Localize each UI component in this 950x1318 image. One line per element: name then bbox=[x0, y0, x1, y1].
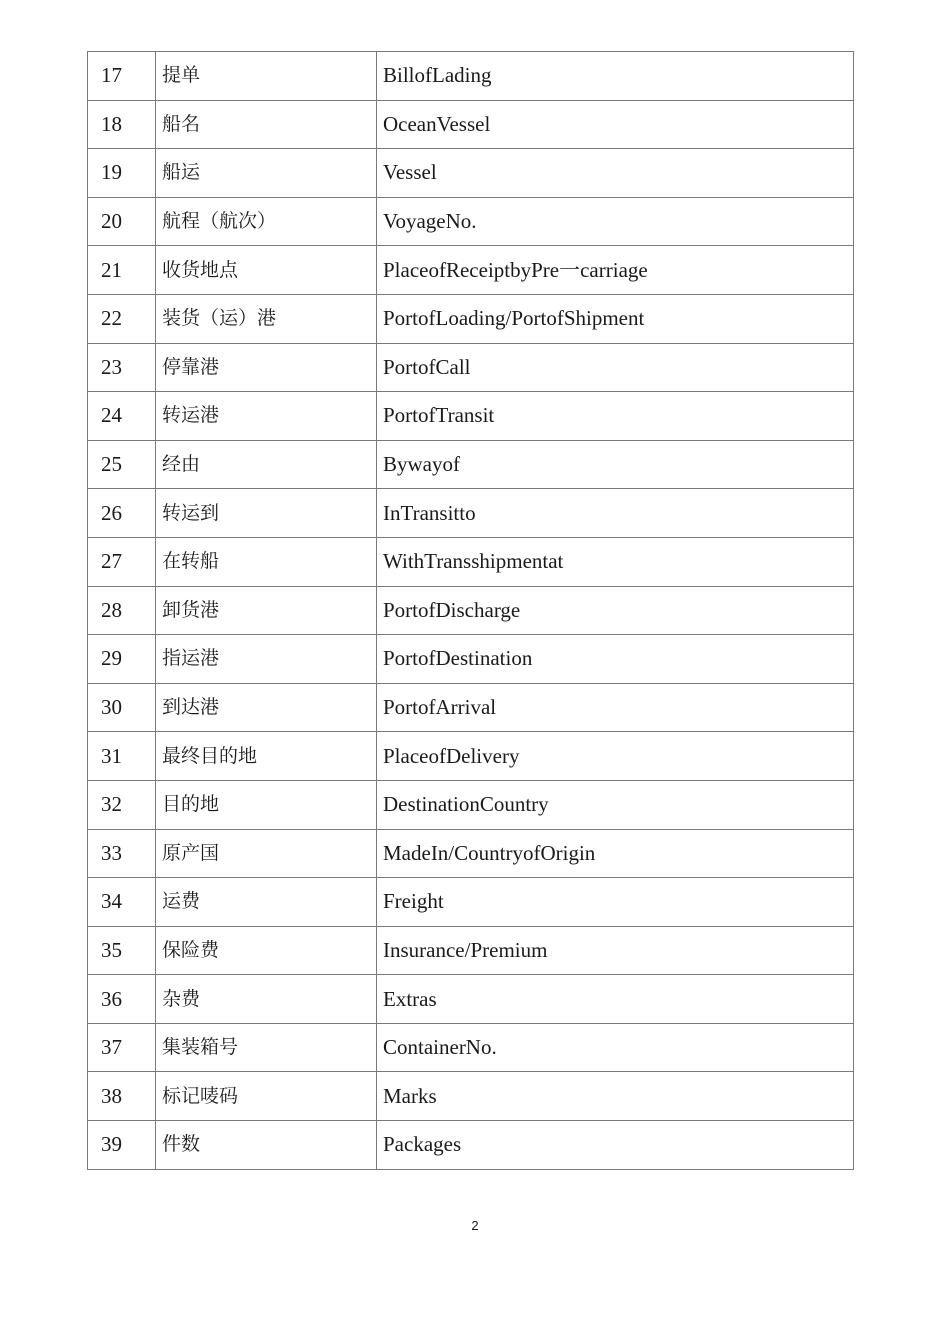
english-term-cell: PortofDestination bbox=[377, 635, 854, 684]
chinese-term-cell: 转运港 bbox=[156, 392, 377, 441]
row-number-cell: 29 bbox=[88, 635, 156, 684]
chinese-term-cell: 到达港 bbox=[156, 683, 377, 732]
row-number-cell: 20 bbox=[88, 197, 156, 246]
english-term-cell: Freight bbox=[377, 878, 854, 927]
table-row bbox=[88, 683, 854, 732]
table-row bbox=[88, 732, 854, 781]
row-number-cell: 18 bbox=[88, 100, 156, 149]
chinese-term-cell: 件数 bbox=[156, 1121, 377, 1170]
row-number-cell: 37 bbox=[88, 1023, 156, 1072]
row-number-cell: 19 bbox=[88, 149, 156, 198]
row-number-cell: 21 bbox=[88, 246, 156, 295]
english-term-cell: BillofLading bbox=[377, 52, 854, 101]
english-term-cell: PortofTransit bbox=[377, 392, 854, 441]
english-term-cell: PlaceofReceiptbyPre一carriage bbox=[377, 246, 854, 295]
english-term-cell: Insurance/Premium bbox=[377, 926, 854, 975]
row-number-cell: 31 bbox=[88, 732, 156, 781]
page-number: 2 bbox=[471, 1218, 479, 1233]
table-row bbox=[88, 392, 854, 441]
chinese-term-cell: 目的地 bbox=[156, 780, 377, 829]
chinese-term-cell: 提单 bbox=[156, 52, 377, 101]
table-row bbox=[88, 52, 854, 101]
row-number-cell: 27 bbox=[88, 537, 156, 586]
english-term-cell: ContainerNo. bbox=[377, 1023, 854, 1072]
row-number-cell: 26 bbox=[88, 489, 156, 538]
english-term-cell: PortofArrival bbox=[377, 683, 854, 732]
english-term-cell: Marks bbox=[377, 1072, 854, 1121]
chinese-term-cell: 经由 bbox=[156, 440, 377, 489]
row-number-cell: 30 bbox=[88, 683, 156, 732]
chinese-term-cell: 船运 bbox=[156, 149, 377, 198]
row-number-cell: 22 bbox=[88, 294, 156, 343]
english-term-cell: Packages bbox=[377, 1121, 854, 1170]
english-term-cell: PlaceofDelivery bbox=[377, 732, 854, 781]
table-row bbox=[88, 926, 854, 975]
english-term-cell: Extras bbox=[377, 975, 854, 1024]
english-term-cell: Bywayof bbox=[377, 440, 854, 489]
table-row bbox=[88, 829, 854, 878]
glossary-table bbox=[87, 51, 854, 1170]
row-number-cell: 32 bbox=[88, 780, 156, 829]
table-row bbox=[88, 440, 854, 489]
chinese-term-cell: 装货（运）港 bbox=[156, 294, 377, 343]
chinese-term-cell: 转运到 bbox=[156, 489, 377, 538]
table-row bbox=[88, 197, 854, 246]
row-number-cell: 24 bbox=[88, 392, 156, 441]
table-row bbox=[88, 489, 854, 538]
chinese-term-cell: 原产国 bbox=[156, 829, 377, 878]
row-number-cell: 28 bbox=[88, 586, 156, 635]
chinese-term-cell: 船名 bbox=[156, 100, 377, 149]
chinese-term-cell: 集装箱号 bbox=[156, 1023, 377, 1072]
chinese-term-cell: 指运港 bbox=[156, 635, 377, 684]
table-row bbox=[88, 1023, 854, 1072]
english-term-cell: InTransitto bbox=[377, 489, 854, 538]
english-term-cell: PortofCall bbox=[377, 343, 854, 392]
english-term-cell: WithTransshipmentat bbox=[377, 537, 854, 586]
table-row bbox=[88, 635, 854, 684]
row-number-cell: 35 bbox=[88, 926, 156, 975]
row-number-cell: 17 bbox=[88, 52, 156, 101]
table-row bbox=[88, 537, 854, 586]
row-number-cell: 33 bbox=[88, 829, 156, 878]
table-row bbox=[88, 1072, 854, 1121]
english-term-cell: PortofDischarge bbox=[377, 586, 854, 635]
glossary-table-body bbox=[88, 52, 854, 1170]
table-row bbox=[88, 343, 854, 392]
row-number-cell: 25 bbox=[88, 440, 156, 489]
chinese-term-cell: 最终目的地 bbox=[156, 732, 377, 781]
chinese-term-cell: 停靠港 bbox=[156, 343, 377, 392]
table-row bbox=[88, 975, 854, 1024]
chinese-term-cell: 运费 bbox=[156, 878, 377, 927]
english-term-cell: DestinationCountry bbox=[377, 780, 854, 829]
row-number-cell: 23 bbox=[88, 343, 156, 392]
table-row bbox=[88, 294, 854, 343]
chinese-term-cell: 标记唛码 bbox=[156, 1072, 377, 1121]
table-row bbox=[88, 1121, 854, 1170]
english-term-cell: Vessel bbox=[377, 149, 854, 198]
table-row bbox=[88, 586, 854, 635]
english-term-cell: OceanVessel bbox=[377, 100, 854, 149]
english-term-cell: PortofLoading/PortofShipment bbox=[377, 294, 854, 343]
row-number-cell: 34 bbox=[88, 878, 156, 927]
table-row bbox=[88, 100, 854, 149]
row-number-cell: 36 bbox=[88, 975, 156, 1024]
chinese-term-cell: 收货地点 bbox=[156, 246, 377, 295]
chinese-term-cell: 卸货港 bbox=[156, 586, 377, 635]
english-term-cell: VoyageNo. bbox=[377, 197, 854, 246]
table-row bbox=[88, 780, 854, 829]
chinese-term-cell: 在转船 bbox=[156, 537, 377, 586]
row-number-cell: 38 bbox=[88, 1072, 156, 1121]
chinese-term-cell: 航程（航次） bbox=[156, 197, 377, 246]
chinese-term-cell: 保险费 bbox=[156, 926, 377, 975]
table-row bbox=[88, 149, 854, 198]
english-term-cell: MadeIn/CountryofOrigin bbox=[377, 829, 854, 878]
table-row bbox=[88, 246, 854, 295]
chinese-term-cell: 杂费 bbox=[156, 975, 377, 1024]
table-row bbox=[88, 878, 854, 927]
row-number-cell: 39 bbox=[88, 1121, 156, 1170]
